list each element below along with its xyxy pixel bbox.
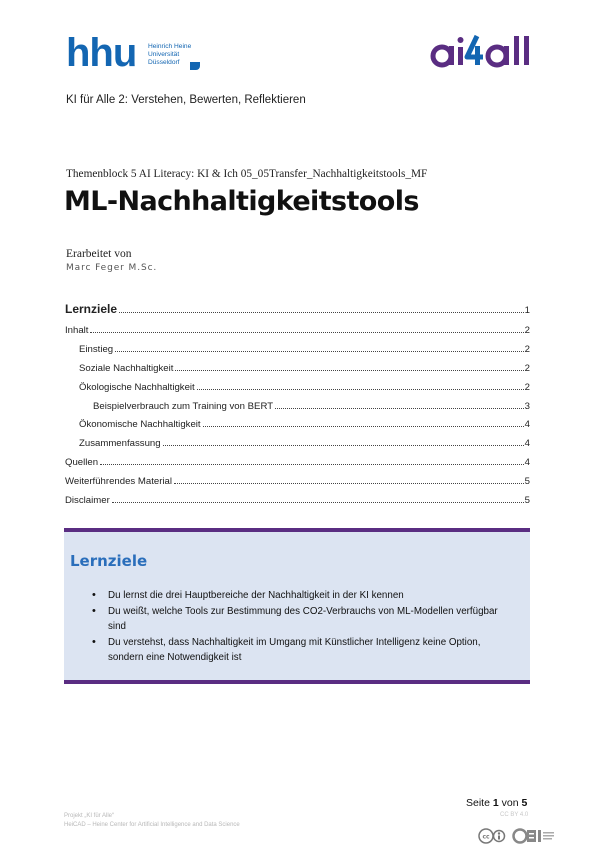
page-number (466, 797, 527, 809)
toc-entry-label: Zusammenfassung (79, 438, 161, 450)
toc-entry[interactable] (65, 339, 530, 355)
document-title: ML-Nachhaltigkeitstools (64, 186, 419, 217)
toc-entry-label: Ökologische Nachhaltigkeit (79, 381, 195, 393)
toc-leader-dots (275, 408, 524, 409)
toc-entry-label: Quellen (65, 457, 99, 469)
toc-entry-label: Inhalt (65, 325, 89, 336)
toc-entry[interactable] (65, 433, 530, 449)
toc-leader-dots (90, 332, 523, 333)
toc-entry-page: 4 (524, 419, 530, 431)
hhu-logo-subtitle (148, 43, 191, 66)
toc-leader-dots (203, 426, 524, 427)
learning-goals-list (92, 588, 512, 666)
hhu-logo-word: hhu (66, 31, 137, 75)
toc-entry[interactable] (65, 320, 530, 336)
ai4all-logo (430, 30, 544, 74)
footer-line: Projekt „KI für Alle“ (64, 813, 115, 819)
learning-goals-title: Lernziele (70, 552, 148, 570)
oer-icon (512, 826, 556, 846)
toc-leader-dots (163, 445, 524, 446)
course-title: KI für Alle 2: Verstehen, Bewerten, Reflektieren (66, 94, 306, 106)
toc-entry-page: 2 (524, 325, 530, 336)
toc-entry[interactable] (65, 490, 530, 506)
toc-leader-dots (115, 351, 524, 352)
toc-entry[interactable] (65, 471, 530, 487)
toc-entry-page: 4 (524, 457, 530, 469)
toc-entry-page: 2 (524, 381, 530, 393)
learning-goal-item: • Du lernst die drei Hauptbereiche der Nachhaltigkeit in der KI kennen (92, 588, 512, 603)
toc-entry[interactable] (65, 414, 530, 430)
toc-entry[interactable] (65, 377, 530, 393)
cc-by-icon (478, 826, 506, 846)
toc-entry-page: 4 (524, 438, 530, 450)
footer-text (64, 812, 240, 830)
toc-leader-dots (119, 312, 524, 313)
toc-leader-dots (175, 370, 523, 371)
hhu-sub-line: Universität (148, 50, 180, 58)
toc-entry-label: Soziale Nachhaltigkeit (79, 362, 174, 374)
toc-entry-label: Lernziele (65, 302, 118, 316)
toc-entry-page: 5 (524, 476, 530, 488)
page-number-middle: von (501, 797, 519, 809)
author-name: Marc Feger M.Sc. (66, 263, 158, 273)
svg-text:cc: cc (482, 833, 490, 841)
toc-leader-dots (174, 483, 524, 484)
toc-entry-page: 2 (524, 343, 530, 355)
hhu-logo (66, 31, 206, 75)
page-number-prefix: Seite (466, 797, 490, 809)
hhu-logo-mark (190, 62, 200, 70)
license-version: CC BY 4.0 (500, 812, 529, 818)
learning-goal-item: • Du weißt, welche Tools zur Bestimmung des CO2-Verbrauchs von ML-Modellen verfügbar sind (92, 604, 512, 634)
page-number-total: 5 (521, 797, 528, 809)
toc-entry-page: 3 (524, 400, 530, 412)
toc-entry-label: Disclaimer (65, 495, 110, 507)
toc-entry-label: Weiterführendes Material (65, 476, 173, 488)
toc-leader-dots (197, 389, 524, 390)
learning-goals-box (64, 528, 530, 684)
theme-line: Themenblock 5 AI Literacy: KI & Ich 05_05Transfer_Nachhaltigkeitstools_MF (66, 168, 428, 180)
hhu-sub-line: Heinrich Heine (148, 43, 192, 50)
ai4all-logo-graphic (430, 30, 544, 74)
toc-entry[interactable] (65, 396, 530, 412)
author-label: Erarbeitet von (66, 248, 132, 260)
learning-goal-item: • Du verstehst, dass Nachhaltigkeit im Umgang mit Künstlicher Intelligenz keine Option, sondern eine Notwendigkeit ist (92, 635, 512, 665)
toc-entry-page: 5 (524, 495, 530, 507)
toc-entry-page: 1 (524, 305, 530, 316)
toc-leader-dots (112, 502, 524, 503)
footer-line: HeiCAD – Heine Center for Artificial Intelligence and Data Science (64, 822, 240, 828)
toc-entry[interactable] (65, 358, 530, 374)
toc-entry-label: Ökonomische Nachhaltigkeit (79, 419, 201, 431)
page-number-current: 1 (492, 797, 499, 809)
toc-entry[interactable] (65, 298, 530, 316)
hhu-sub-line: Düsseldorf (148, 58, 180, 66)
toc-entry[interactable] (65, 452, 530, 468)
table-of-contents (65, 298, 530, 509)
toc-entry-label: Beispielverbrauch zum Training von BERT (93, 400, 274, 412)
toc-entry-label: Einstieg (79, 343, 114, 355)
toc-entry-page: 2 (524, 362, 530, 374)
toc-leader-dots (100, 464, 524, 465)
